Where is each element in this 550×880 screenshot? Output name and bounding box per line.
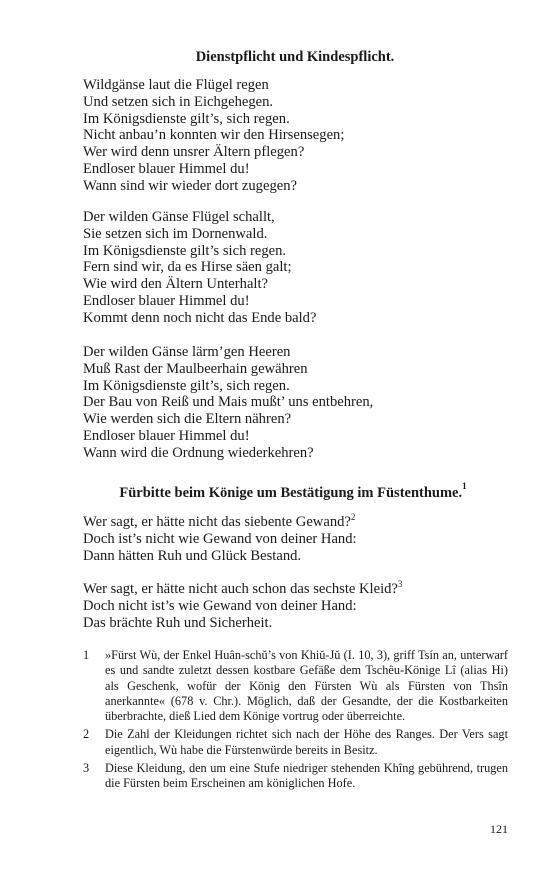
verse-line: Der wilden Gänse Flügel schallt, — [83, 209, 275, 225]
verse-line — [83, 581, 402, 598]
verse-line: Muß Rast der Maulbeerhain gewähren — [83, 360, 308, 377]
poem-stanza — [83, 77, 344, 195]
verse-line: Sie setzen sich im Dornenwald. — [83, 225, 268, 242]
verse-line: Endloser blauer Himmel du! — [83, 292, 250, 309]
verse-line: Wie werden sich die Eltern nähren? — [83, 411, 292, 428]
verse-line: Im Königsdienste gilt’s, sich regen. — [83, 110, 290, 127]
verse-text: Wer sagt, er hätte nicht das siebente Gewand? — [83, 514, 351, 530]
footnote — [83, 727, 508, 758]
verse-line: Das brächte Ruh und Sicherheit. — [83, 614, 273, 631]
page-number: 121 — [490, 822, 508, 836]
verse-text: Wer sagt, er hätte nicht auch schon das sechste Kleid? — [83, 581, 398, 597]
verse-line: Dann hätten Ruh und Glück Bestand. — [83, 547, 302, 564]
footnote-ref: 2 — [350, 512, 356, 523]
verse-line: Wann wird die Ordnung wiederkehren? — [83, 444, 314, 461]
verse-line: Und setzen sich in Eichgehegen. — [83, 93, 274, 110]
verse-line: Nicht anbau’n konnten wir den Hirsensegen; — [83, 127, 345, 144]
poem-stanza — [83, 581, 402, 631]
verse-line: Der wilden Gänse lärm’gen Heeren — [83, 344, 291, 360]
poem-stanza — [83, 209, 316, 327]
verse-line: Im Königsdienste gilt’s sich regen. — [83, 242, 287, 259]
footnote — [83, 648, 508, 724]
verse-line: Wie wird den Ältern Unterhalt? — [83, 276, 269, 293]
verse-line: Wer wird denn unsrer Ältern pflegen? — [83, 144, 305, 161]
poem-title-text: Fürbitte beim Könige um Bestätigung im Füstenthume. — [119, 485, 463, 501]
verse-line: Endloser blauer Himmel du! — [83, 160, 250, 177]
footnote-text: »Fürst Wù, der Enkel Huân-schŭ’s von Khiŭ-Jŭ (I. 10, 3), griff Tsín an, unterwarf es und sandte zuletzt dessen kostbare Gefäße dem Tschêu-Könige Lî (alias Hi) als Geschenk, wofür der König den Fürsten Wù als Fürsten von Thsîn anerkannte« (678 v. Chr.). Möglich, daß der Gesandte, der die Kostbarkeiten überbrachte, dieß Lied dem Könige vortrug oder überreichte. — [105, 648, 508, 724]
poem-stanza — [83, 514, 357, 564]
footnote — [83, 761, 508, 792]
footnote-ref: 3 — [397, 579, 403, 590]
verse-line: Doch nicht ist’s wie Gewand von deiner Hand: — [83, 597, 357, 614]
verse-line: Im Königsdienste gilt’s, sich regen. — [83, 377, 290, 394]
verse-line: Der Bau von Reiß und Mais mußt’ uns entbehren, — [83, 394, 374, 411]
footnote-ref: 1 — [462, 481, 467, 492]
footnote-number: 1 — [83, 648, 90, 662]
verse-line: Fern sind wir, da es Hirse säen galt; — [83, 259, 292, 276]
footnote-text: Die Zahl der Kleidungen richtet sich nach der Höhe des Ranges. Der Vers sagt eigentlich, Wù habe die Fürstenwürde bereits in Besitz. — [105, 727, 508, 757]
footnotes — [83, 648, 508, 795]
poem-title: Dienstpflicht und Kindespflicht. — [195, 49, 395, 65]
verse-line: Wann sind wir wieder dort zugegen? — [83, 177, 298, 194]
footnote-number: 2 — [83, 727, 90, 742]
poem-stanza — [83, 344, 373, 462]
verse-line — [83, 514, 357, 531]
verse-line: Wildgänse laut die Flügel regen — [83, 77, 269, 93]
verse-line: Kommt denn noch nicht das Ende bald? — [83, 309, 317, 326]
poem-title — [18, 481, 550, 502]
verse-line: Doch ist’s nicht wie Gewand von deiner Hand: — [83, 530, 357, 547]
verse-line: Endloser blauer Himmel du! — [83, 427, 250, 444]
footnote-text: Diese Kleidung, den um eine Stufe niedriger stehenden Khîng gebührend, trugen die Fürsten beim Erscheinen am königlichen Hofe. — [105, 761, 508, 791]
footnote-number: 3 — [83, 761, 90, 776]
